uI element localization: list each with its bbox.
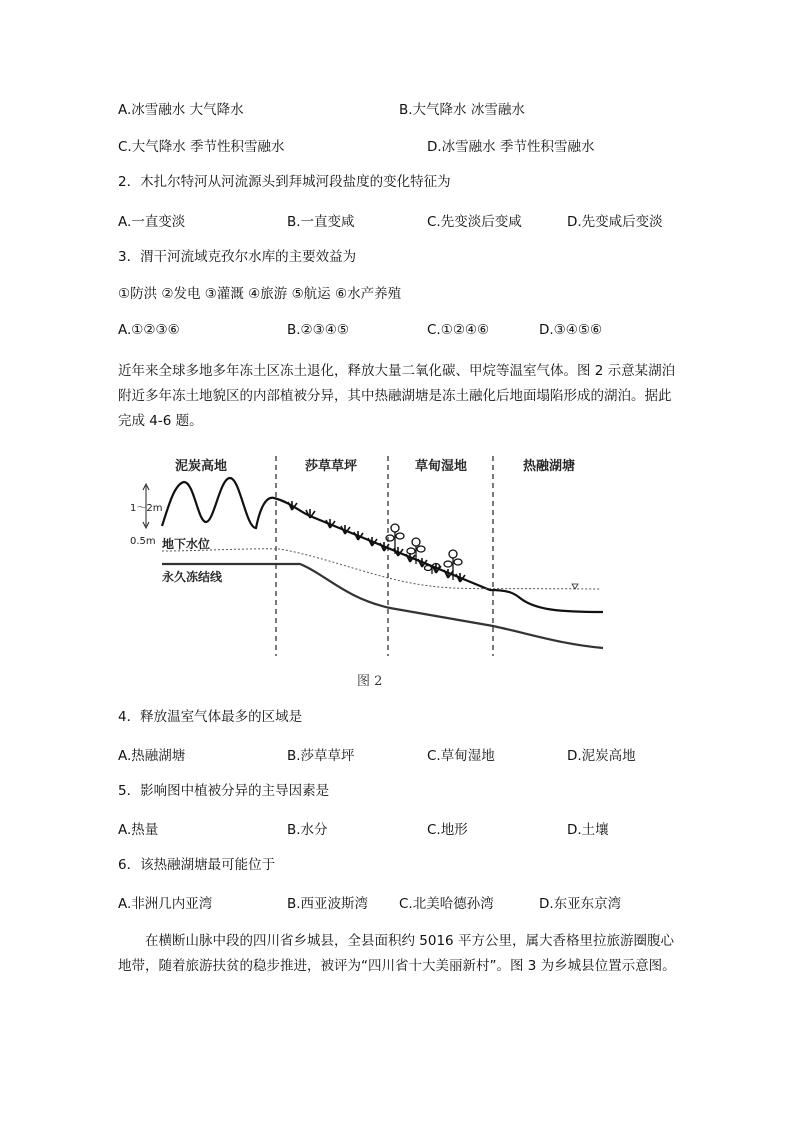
q4-option-d: D.泥炭高地 (567, 748, 636, 764)
q1-option-b: B.大气降水 冰雪融水 (399, 102, 525, 118)
q5-option-d: D.土壤 (567, 822, 609, 838)
q4-option-c: C.草甸湿地 (427, 748, 495, 764)
figure-2-diagram (130, 448, 610, 663)
ground-surface-line (162, 478, 603, 612)
q4-option-a: A.热融湖塘 (118, 748, 186, 764)
water-table-line (162, 549, 600, 589)
q3-option-c: C.①②④⑥ (427, 322, 490, 338)
q2-option-a: A.一直变淡 (118, 214, 186, 230)
water-table-label: 地下水位 (162, 537, 211, 551)
q4-stem: 4．释放温室气体最多的区域是 (118, 709, 303, 725)
closing-paragraph: 在横断山脉中段的四川省乡城县，全县面积约 5016 平方公里，属大香格里拉旅游圈腹心地带，随着旅游扶贫的稳步推进，被评为“四川省十大美丽新村”。图 3 为乡城县位置示意图。 (118, 933, 676, 974)
figure-caption: 图 2 (357, 674, 383, 689)
zone-label-peat: 泥炭高地 (175, 459, 228, 474)
q1-option-d: D.冰雪融水 季节性积雪融水 (427, 139, 595, 155)
height-label: 1～2m (130, 503, 163, 514)
q4-option-b: B.莎草草坪 (287, 748, 355, 764)
q6-option-c: C.北美哈德孙湾 (399, 896, 494, 912)
depth-label: 0.5m (130, 536, 156, 547)
permafrost-label: 永久冻结线 (162, 570, 223, 584)
q5-option-c: C.地形 (427, 822, 468, 838)
q2-option-d: D.先变咸后变淡 (567, 214, 663, 230)
q3-stem: 3．渭干河流域克孜尔水库的主要效益为 (118, 249, 357, 265)
intro-paragraph: 近年来全球多地多年冻土区冻土退化，释放大量二氧化碳、甲烷等温室气体。图 2 示意某湖泊附近多年冻土地貌区的内部植被分异，其中热融湖塘是冻土融化后地面塌陷形成的湖泊。据此完成 4-6 题。 (118, 363, 676, 429)
q2-stem: 2．木扎尔特河从河流源头到拜城河段盐度的变化特征为 (118, 174, 451, 190)
q3-items: ①防洪 ②发电 ③灌溉 ④旅游 ⑤航运 ⑥水产养殖 (118, 286, 402, 302)
q6-option-b: B.西亚波斯湾 (287, 896, 369, 912)
q5-option-b: B.水分 (287, 822, 328, 838)
q6-option-d: D.东亚东京湾 (539, 896, 622, 912)
q6-option-a: A.非洲几内亚湾 (118, 896, 213, 912)
q5-stem: 5．影响图中植被分异的主导因素是 (118, 783, 330, 799)
q1-option-a: A.冰雪融水 大气降水 (118, 102, 244, 118)
zone-label-wetland: 草甸湿地 (415, 459, 468, 474)
zone-label-thaw-lake: 热融湖塘 (523, 459, 576, 474)
q3-option-a: A.①②③⑥ (118, 322, 180, 338)
q2-option-c: C.先变淡后变咸 (427, 214, 522, 230)
q3-option-b: B.②③④⑤ (287, 322, 349, 338)
water-level-marker (572, 584, 578, 589)
q2-option-b: B.一直变咸 (287, 214, 355, 230)
q5-option-a: A.热量 (118, 822, 159, 838)
sedge-plants (288, 501, 465, 582)
zone-dividers (276, 456, 493, 656)
q3-option-d: D.③④⑤⑥ (539, 322, 603, 338)
zone-label-sedge: 莎草草坪 (305, 459, 358, 474)
q6-stem: 6．该热融湖塘最可能位于 (118, 857, 276, 873)
q1-option-c: C.大气降水 季节性积雪融水 (118, 139, 285, 155)
